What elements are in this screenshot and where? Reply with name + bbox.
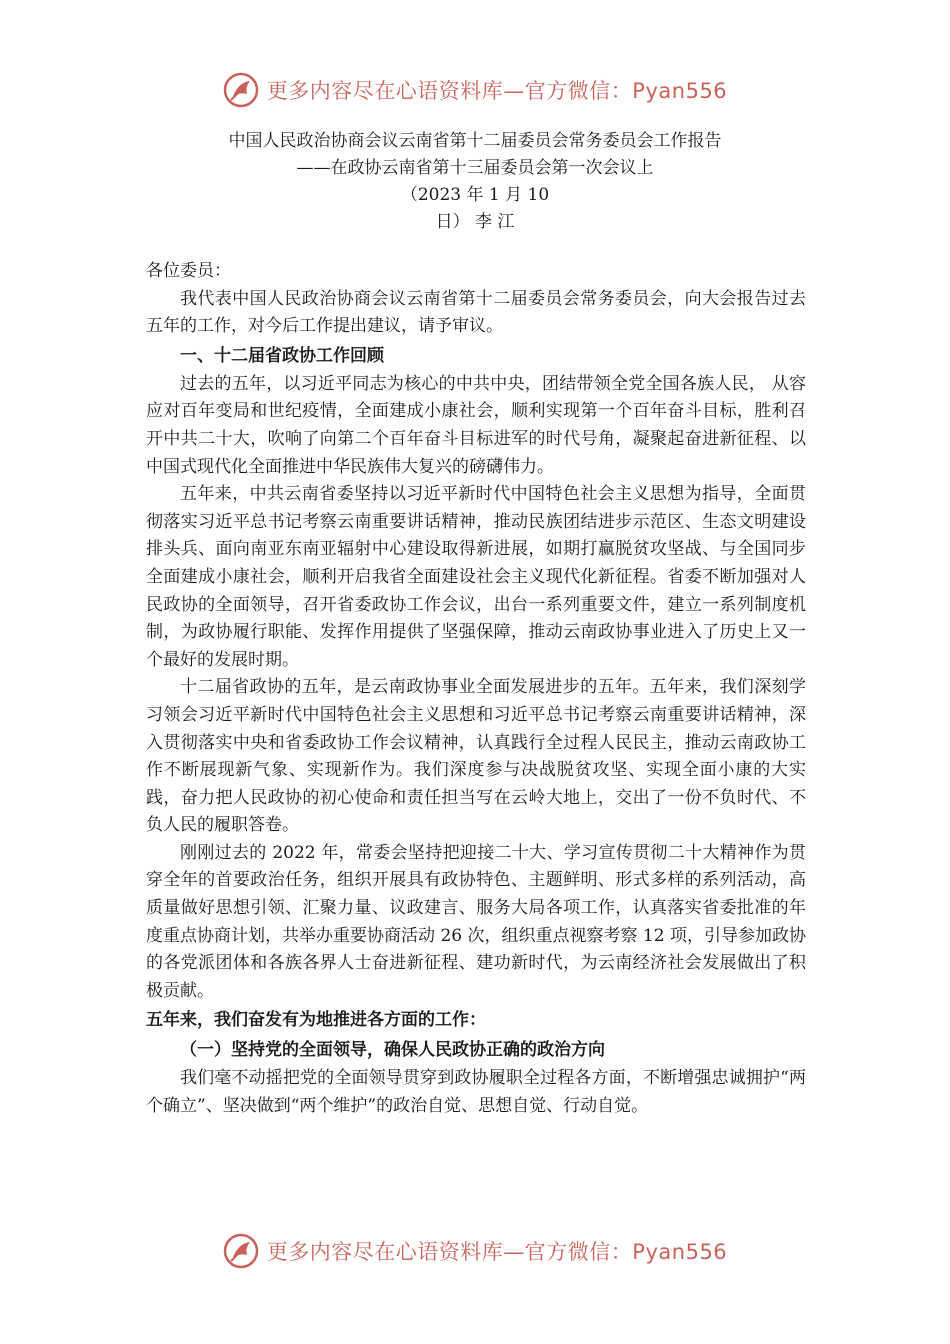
intro-paragraph: 我代表中国人民政治协商会议云南省第十二届委员会常务委员会，向大会报告过去五年的工作，对今后工作提出建议，请予审议。 xyxy=(146,288,806,337)
title-line-3: （2023 年 1 月 10 xyxy=(400,185,550,205)
title-line-1: 中国人民政治协商会议云南省第十二届委员会常务委员会工作报告 xyxy=(228,131,722,151)
library-logo-icon xyxy=(223,1233,259,1269)
paragraph-4: 刚刚过去的 2022 年，常委会坚持把迎接二十大、学习宣传贯彻二十大精神作为贯穿全年的首要政治任务，组织开展具有政协特色、主题鲜明、形式多样的系列活动，高质量做好思想引领、汇聚力量、议政建言、服务大局各项工作，认真落实省委批准的年度重点协商计划，共举办重要协商活动 26 次，组织重点视察考察 12 项，引导参加政协的各党派团体和各族各界人士奋进新征程、建功新时代，为云南经济社会发展做出了积极贡献。 xyxy=(146,842,806,1001)
document-body xyxy=(146,258,806,1121)
document-title xyxy=(0,128,950,236)
paragraph-2: 五年来，中共云南省委坚持以习近平新时代中国特色社会主义思想为指导，全面贯彻落实习近平总书记考察云南重要讲话精神，推动民族团结进步示范区、生态文明建设排头兵、面向南亚东南亚辐射中心建设取得新进展，如期打赢脱贫攻坚战、与全国同步全面建成小康社会，顺利开启我省全面建设社会主义现代化新征程。省委不断加强对人民政协的全面领导，召开省委政协工作会议，出台一系列重要文件，建立一系列制度机制，为政协履行职能、发挥作用提供了坚强保障，推动云南政协事业进入了历史上又一个最好的发展时期。 xyxy=(146,484,806,670)
salutation: 各位委员： xyxy=(146,261,231,281)
library-logo-icon xyxy=(223,72,259,108)
watermark-header xyxy=(0,72,950,108)
watermark-text: 更多内容尽在心语资料库—官方微信：Pyan556 xyxy=(266,1240,728,1264)
paragraph-5: 我们毫不动摇把党的全面领导贯穿到政协履职全过程各方面，不断增强忠诚拥护“两个确立”、坚决做到“两个维护”的政治自觉、思想自觉、行动自觉。 xyxy=(146,1068,806,1117)
title-line-4: 日） 李 江 xyxy=(435,212,515,232)
subsection-1-heading: （一）坚持党的全面领导，确保人民政协正确的政治方向 xyxy=(180,1040,605,1061)
section-1-heading: 一、十二届省政协工作回顾 xyxy=(180,345,384,366)
watermark-text: 更多内容尽在心语资料库—官方微信：Pyan556 xyxy=(266,79,728,103)
section-2-heading: 五年来，我们奋发有为地推进各方面的工作： xyxy=(146,1010,486,1031)
watermark-footer xyxy=(0,1233,950,1269)
title-line-2: ——在政协云南省第十三届委员会第一次会议上 xyxy=(296,158,654,178)
paragraph-1: 过去的五年，以习近平同志为核心的中共中央，团结带领全党全国各族人民， 从容应对百年变局和世纪疫情，全面建成小康社会，顺利实现第一个百年奋斗目标，胜利召开中共二十大，吹响了向第二个百年奋斗目标进军的时代号角，凝聚起奋进新征程、以中国式现代化全面推进中华民族伟大复兴的磅礴伟力。 xyxy=(146,373,806,477)
paragraph-3: 十二届省政协的五年，是云南政协事业全面发展进步的五年。五年来，我们深刻学习领会习近平新时代中国特色社会主义思想和习近平总书记考察云南重要讲话精神，深入贯彻落实中央和省委政协工作会议精神，认真践行全过程人民民主，推动云南政协工作不断展现新气象、实现新作为。我们深度参与决战脱贫攻坚、实现全面小康的大实践，奋力把人民政协的初心使命和责任担当写在云岭大地上，交出了一份不负时代、不负人民的履职答卷。 xyxy=(146,677,806,836)
